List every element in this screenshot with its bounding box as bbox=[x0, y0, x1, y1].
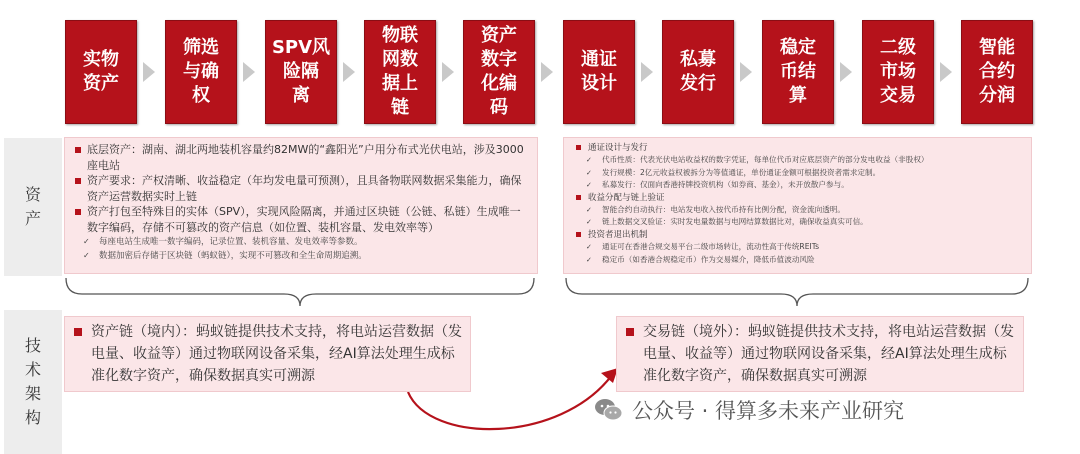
bracket-left bbox=[66, 278, 534, 306]
flow-step-screening: 筛选 与确 权 bbox=[165, 20, 237, 124]
asset-chain-box bbox=[64, 316, 471, 392]
token-check-item: ✓ 智能合约自动执行：电站发电收入按代币持有比例分配，资金流向透明。 bbox=[574, 204, 1023, 216]
side-label-tech-architecture: 技 术 架 构 bbox=[4, 310, 62, 454]
asset-check-item: ✓ 数据加密后存储于区块链（蚂蚁链），实现不可篡改和全生命周期追溯。 bbox=[73, 249, 527, 263]
watermark-text: 公众号 · 得算多未来产业研究 bbox=[632, 399, 905, 423]
flow-step-spv: SPV风 险隔 离 bbox=[265, 20, 337, 124]
token-check-item: ✓ 代币性质：代表光伏电站收益权的数字凭证，每单位代币对应底层资产的部分发电收益（非股权） bbox=[574, 154, 1023, 166]
token-check-item: ✓ 稳定币（如香港合规稳定币）作为交易媒介，降低币值波动风险 bbox=[574, 254, 1023, 266]
asset-bullet-requirement: 资产要求：产权清晰、收益稳定（年均发电量可预测），且具备物联网数据采集能力，确保资产运营数据实时上链 bbox=[73, 173, 527, 204]
bullet-square-icon bbox=[74, 328, 82, 336]
token-heading-exit: 投资者退出机制 bbox=[574, 229, 1023, 241]
asset-bullet-spv: 资产打包至特殊目的实体（SPV），实现风险隔离，并通过区块链（公链、私链）生成唯一数字编码，存储不可篡改的资产信息（如位置、装机容量、发电效率等） bbox=[73, 204, 527, 235]
bullet-square-icon bbox=[626, 328, 634, 336]
flow-step-digital-encoding: 资产 数字 化编 码 bbox=[463, 20, 535, 124]
watermark bbox=[594, 393, 904, 427]
flow-step-private-issue: 私募 发行 bbox=[662, 20, 734, 124]
token-check-item: ✓ 通证可在香港合规交易平台二级市场转让，流动性高于传统REITs bbox=[574, 241, 1023, 253]
asset-bullet-underlying: 底层资产：湖南、湖北两地装机容量约82MW的“鑫阳光”户用分布式光伏电站，涉及3000座电站 bbox=[73, 142, 527, 173]
flow-step-smart-contract: 智能 合约 分润 bbox=[961, 20, 1033, 124]
flow-step-physical-asset: 实物 资产 bbox=[65, 20, 137, 124]
flow-step-stablecoin-settle: 稳定 币结 算 bbox=[762, 20, 834, 124]
token-heading-issuance: 通证设计与发行 bbox=[574, 142, 1023, 154]
asset-chain-text: 资产链（境内）：蚂蚁链提供技术支持，将电站运营数据（发电量、收益等）通过物联网设备采集，经AI算法处理生成标准化数字资产，确保数据真实可溯源 bbox=[91, 324, 462, 384]
flow-step-secondary-trade: 二级 市场 交易 bbox=[862, 20, 934, 124]
token-check-item: ✓ 发行规模：2亿元收益权被拆分为等值通证，单份通证金额可根据投资者需求定制。 bbox=[574, 167, 1023, 179]
token-check-item: ✓ 私募发行：仅面向香港持牌投资机构（如券商、基金），未开放散户参与。 bbox=[574, 179, 1023, 191]
token-heading-distribution: 收益分配与链上验证 bbox=[574, 192, 1023, 204]
trade-chain-text: 交易链（境外）：蚂蚁链提供技术支持，将电站运营数据（发电量、收益等）通过物联网设备采集，经AI算法处理生成标准化数字资产，确保数据真实可溯源 bbox=[643, 324, 1014, 384]
token-check-item: ✓ 链上数据交叉验证：实时发电量数据与电网结算数据比对，确保收益真实可信。 bbox=[574, 216, 1023, 228]
flow-step-token-design: 通证 设计 bbox=[563, 20, 635, 124]
bracket-right bbox=[566, 278, 1028, 306]
trade-chain-box bbox=[616, 316, 1024, 392]
flow-step-iot-onchain: 物联 网数 据上 链 bbox=[364, 20, 436, 124]
wechat-icon bbox=[594, 397, 624, 423]
asset-check-item: ✓ 每座电站生成唯一数字编码，记录位置、装机容量、发电效率等参数。 bbox=[73, 235, 527, 249]
side-label-asset: 资 产 bbox=[4, 138, 62, 276]
